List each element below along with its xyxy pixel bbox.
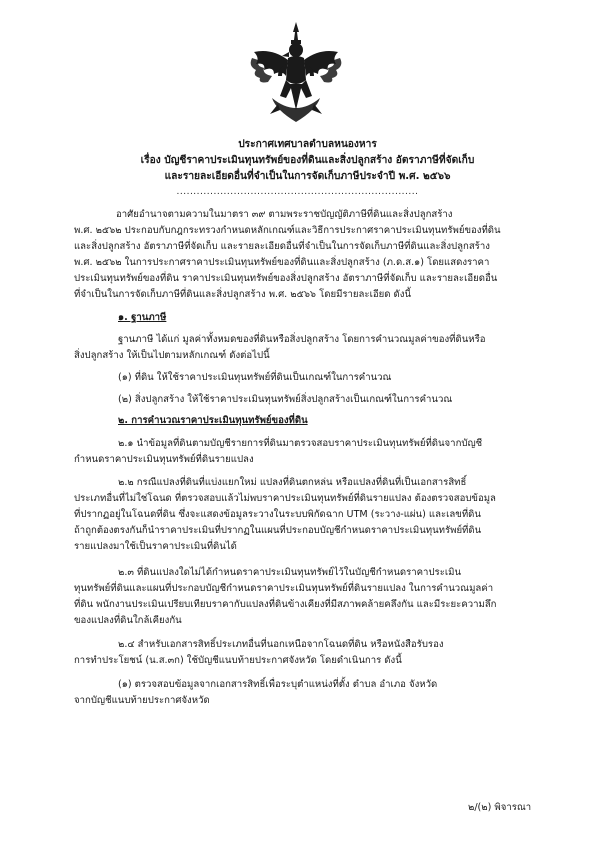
- intro-line: ที่จำเป็นในการจัดเก็บภาษีที่ดินและสิ่งปลูกสร้าง พ.ศ. ๒๕๖๖ โดยมีรายละเอียด ดังนี้: [74, 289, 412, 300]
- clause-2-4-1-line: จากบัญชีแนบท้ายประกาศจังหวัด: [74, 695, 210, 706]
- intro-line: ประเมินทุนทรัพย์ของที่ดิน ราคาประเมินทุนทรัพย์ของสิ่งปลูกสร้าง อัตราภาษีที่จัดเก็บ และรายละเอียดอื่น: [74, 273, 498, 284]
- clause-2-3-line: ที่ดิน พนักงานประเมินเปรียบเทียบราคากับแปลงที่ดินข้างเคียงที่มีสภาพคล้ายคลึงกัน และมีระยะความลึก: [74, 599, 497, 610]
- section-heading-tax-base: ๑. ฐานภาษี: [118, 312, 167, 323]
- clause-2-1-line: กำหนดราคาประเมินทุนทรัพย์ที่ดินรายแปลง: [74, 454, 254, 465]
- clause-2-2-line: ถ้าถูกต้องตรงกันก็นำราคาประเมินที่ปรากฏในแผนที่ประกอบบัญชีกำหนดราคาประเมินทุนทรัพย์ที่ดิน: [74, 525, 482, 536]
- section1-line: ฐานภาษี ได้แก่ มูลค่าทั้งหมดของที่ดินหรือสิ่งปลูกสร้าง โดยการคำนวณมูลค่าของที่ดินหรือ: [118, 334, 486, 345]
- clause-2-4-line: การทำประโยชน์ (น.ส.๓ก) ใช้บัญชีแนบท้ายประกาศจังหวัด โดยดำเนินการ ดังนี้: [74, 655, 402, 666]
- intro-line: พ.ศ. ๒๕๖๒ ประกอบกับกฎกระทรวงกำหนดหลักเกณฑ์และวิธีการประกาศราคาประเมินทุนทรัพย์ของที่ดิน: [74, 225, 501, 236]
- list-item-building: (๒) สิ่งปลูกสร้าง ให้ใช้ราคาประเมินทุนทรัพย์สิ่งปลูกสร้างเป็นเกณฑ์ในการคำนวณ: [118, 394, 453, 405]
- clause-2-3-line: ของแปลงที่ดินใกล้เคียงกัน: [74, 615, 182, 626]
- intro-line: พ.ศ. ๒๕๖๒ ในการประกาศราคาประเมินทุนทรัพย์ของที่ดินและสิ่งปลูกสร้าง (ภ.ด.ส.๑) โดยแสดงราคา: [74, 257, 490, 268]
- issuer-title: ประกาศเทศบาลตำบลหนองหาร: [238, 139, 377, 150]
- garuda-emblem-icon: [242, 18, 350, 128]
- list-item-land: (๑) ที่ดิน ให้ใช้ราคาประเมินทุนทรัพย์ที่ดินเป็นเกณฑ์ในการคำนวณ: [118, 372, 392, 383]
- clause-2-2-line: ประเภทอื่นที่ไม่ใช่โฉนด ที่ตรวจสอบแล้วไม่พบราคาประเมินทุนทรัพย์ที่ดินรายแปลง ต้องตรวจสอบข้อมูล: [74, 493, 496, 504]
- section1-line: สิ่งปลูกสร้าง ให้เป็นไปตามหลักเกณฑ์ ดังต่อไปนี้: [74, 350, 270, 361]
- subject-line-continued: และรายละเอียดอื่นที่จำเป็นในการจัดเก็บภาษีประจำปี พ.ศ. ๒๕๖๖: [164, 171, 451, 182]
- intro-line: อาศัยอำนาจตามความในมาตรา ๓๙ ตามพระราชบัญญัติภาษีที่ดินและสิ่งปลูกสร้าง: [116, 209, 453, 220]
- clause-2-3-line: ทุนทรัพย์ที่ดินและแผนที่ประกอบบัญชีกำหนดราคาประเมินทุนทรัพย์ที่ดินรายแปลง ในการคำนวณมูลค่า: [74, 583, 494, 594]
- next-page-reference: ๒/(๒) พิจารณา: [468, 802, 532, 813]
- intro-line: และสิ่งปลูกสร้าง อัตราภาษีที่จัดเก็บ และรายละเอียดอื่นที่จำเป็นในการจัดเก็บภาษีที่ดินและสิ่งปลูกสร้าง: [74, 241, 490, 252]
- clause-2-2-line: ที่ปรากฏอยู่ในโฉนดที่ดิน ซึ่งจะแสดงข้อมูลระวางในระบบพิกัดฉาก UTM (ระวาง-แผ่น) และเลขที่ดิน: [74, 509, 481, 520]
- subject-line: เรื่อง บัญชีราคาประเมินทุนทรัพย์ของที่ดินและสิ่งปลูกสร้าง อัตราภาษีที่จัดเก็บ: [140, 155, 475, 166]
- separator-dots: ........................................................................: [176, 187, 419, 197]
- clause-2-3-line: ๒.๓ ที่ดินแปลงใดไม่ได้กำหนดราคาประเมินทุนทรัพย์ไว้ในบัญชีกำหนดราคาประเมิน: [118, 567, 462, 578]
- clause-2-4-line: ๒.๔ สำหรับเอกสารสิทธิ์ประเภทอื่นที่นอกเหนือจากโฉนดที่ดิน หรือหนังสือรับรอง: [118, 639, 444, 650]
- clause-2-2-line: รายแปลงมาใช้เป็นราคาประเมินที่ดินได้: [74, 541, 237, 552]
- section-heading-land-valuation: ๒. การคำนวณราคาประเมินทุนทรัพย์ของที่ดิน: [118, 415, 308, 426]
- clause-2-1-line: ๒.๑ นำข้อมูลที่ดินตามบัญชีรายการที่ดินมาตรวจสอบราคาประเมินทุนทรัพย์ที่ดินจากบัญชี: [118, 438, 483, 449]
- clause-2-4-1-line: (๑) ตรวจสอบข้อมูลจากเอกสารสิทธิ์เพื่อระบุตำแหน่งที่ตั้ง ตำบล อำเภอ จังหวัด: [118, 679, 438, 690]
- clause-2-2-line: ๒.๒ กรณีแปลงที่ดินที่แบ่งแยกใหม่ แปลงที่ดินตกหล่น หรือแปลงที่ดินที่เป็นเอกสารสิทธิ์: [118, 477, 467, 488]
